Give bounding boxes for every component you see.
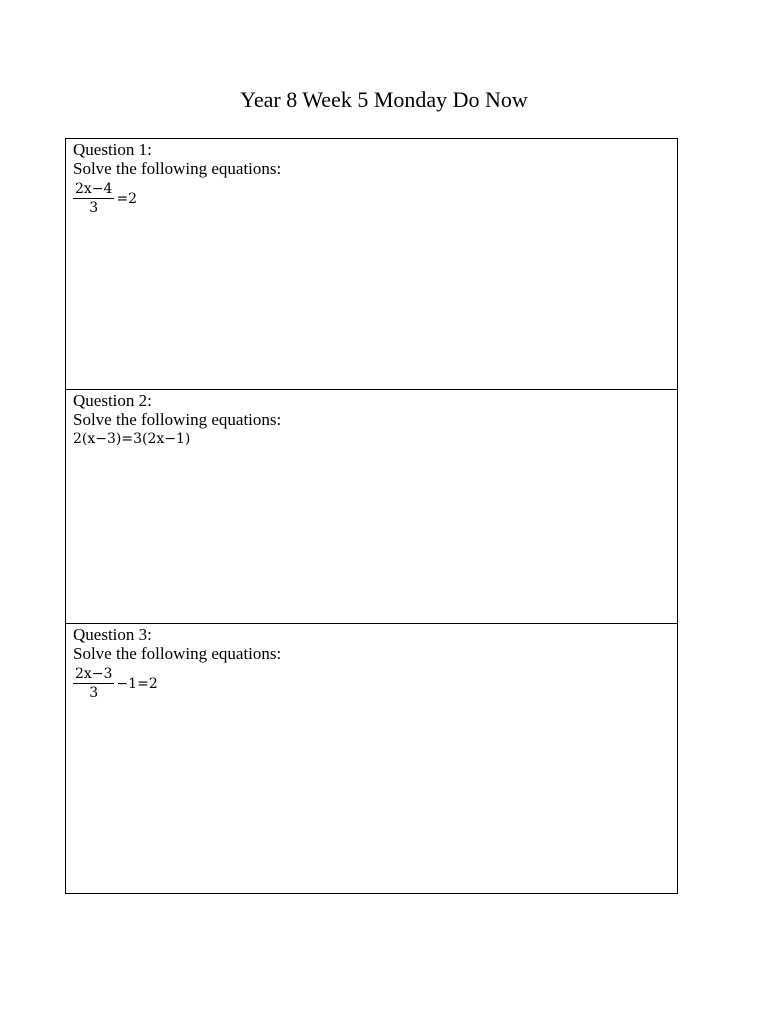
fraction [73,181,114,216]
fraction-denominator: 3 [89,200,99,216]
question-cell-3 [66,624,677,893]
question-label: Question 2: [73,391,152,410]
question-label: Question 3: [73,625,152,644]
question-instruction: Solve the following equations: [73,159,282,178]
fraction-numerator: 2x−4 [75,181,113,197]
question-table [65,138,678,894]
equation [73,181,137,216]
equation: 2(x−3)=3(2x−1) [73,431,191,447]
equation-rhs: −1=2 [116,675,158,692]
equation [73,666,158,701]
fraction [73,666,114,701]
fraction-denominator: 3 [89,685,99,701]
fraction-numerator: 2x−3 [75,666,113,682]
question-cell-1 [66,139,677,390]
question-instruction: Solve the following equations: [73,644,282,663]
equation-rhs: =2 [116,190,138,207]
question-cell-2 [66,390,677,624]
page-title: Year 8 Week 5 Monday Do Now [240,87,528,112]
question-instruction: Solve the following equations: [73,410,282,429]
question-label: Question 1: [73,140,152,159]
